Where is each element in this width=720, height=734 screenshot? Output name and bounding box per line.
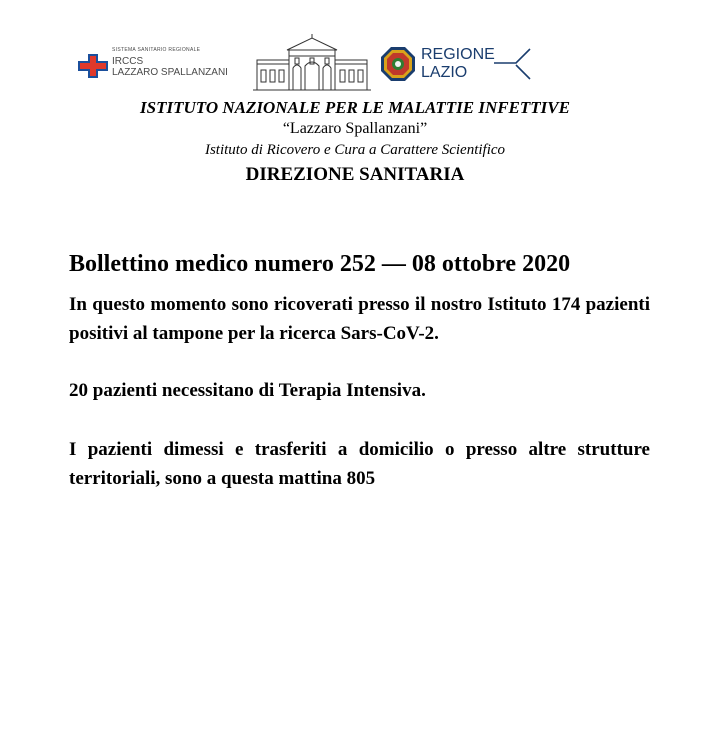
spallanzani-label: LAZZARO SPALLANZANI <box>112 67 228 78</box>
paragraph-hospitalized: In questo momento sono ricoverati presso il nostro Istituto 174 pazienti positivi al tampone per la ricerca Sars-CoV-2. <box>69 294 650 344</box>
logo-bar <box>0 30 720 96</box>
region-chevron-icon <box>494 46 532 82</box>
institute-building-icon <box>251 34 373 92</box>
paragraph-discharged: I pazienti dimessi e trasferiti a domicilio o presso altre strutture territoriali, sono a questa mattina 805 <box>69 439 650 489</box>
irccs-spallanzani-logo <box>78 48 250 82</box>
irccs-label: IRCCS <box>112 56 144 67</box>
bulletin-body <box>69 248 650 493</box>
direction-title: DIREZIONE SANITARIA <box>245 164 465 185</box>
institute-name: ISTITUTO NAZIONALE PER LE MALATTIE INFETTIVE <box>140 98 570 117</box>
bulletin-title: Bollettino medico numero 252 — 08 ottobre 2020 <box>69 251 571 277</box>
regione-lazio-label <box>421 46 495 82</box>
institute-description: Istituto di Ricovero e Cura a Carattere Scientifico <box>204 142 506 158</box>
lazio-word: LAZIO <box>421 64 468 81</box>
regione-lazio-emblem-icon <box>380 46 416 82</box>
region-word: REGIONE <box>421 46 495 63</box>
institute-header <box>0 98 720 188</box>
institute-subtitle: “Lazzaro Spallanzani” <box>282 120 428 137</box>
red-cross-icon <box>78 54 108 78</box>
irccs-system-label: SISTEMA SANITARIO REGIONALE <box>112 47 201 53</box>
paragraph-intensive-care: 20 pazienti necessitano di Terapia Intensiva. <box>69 380 426 401</box>
